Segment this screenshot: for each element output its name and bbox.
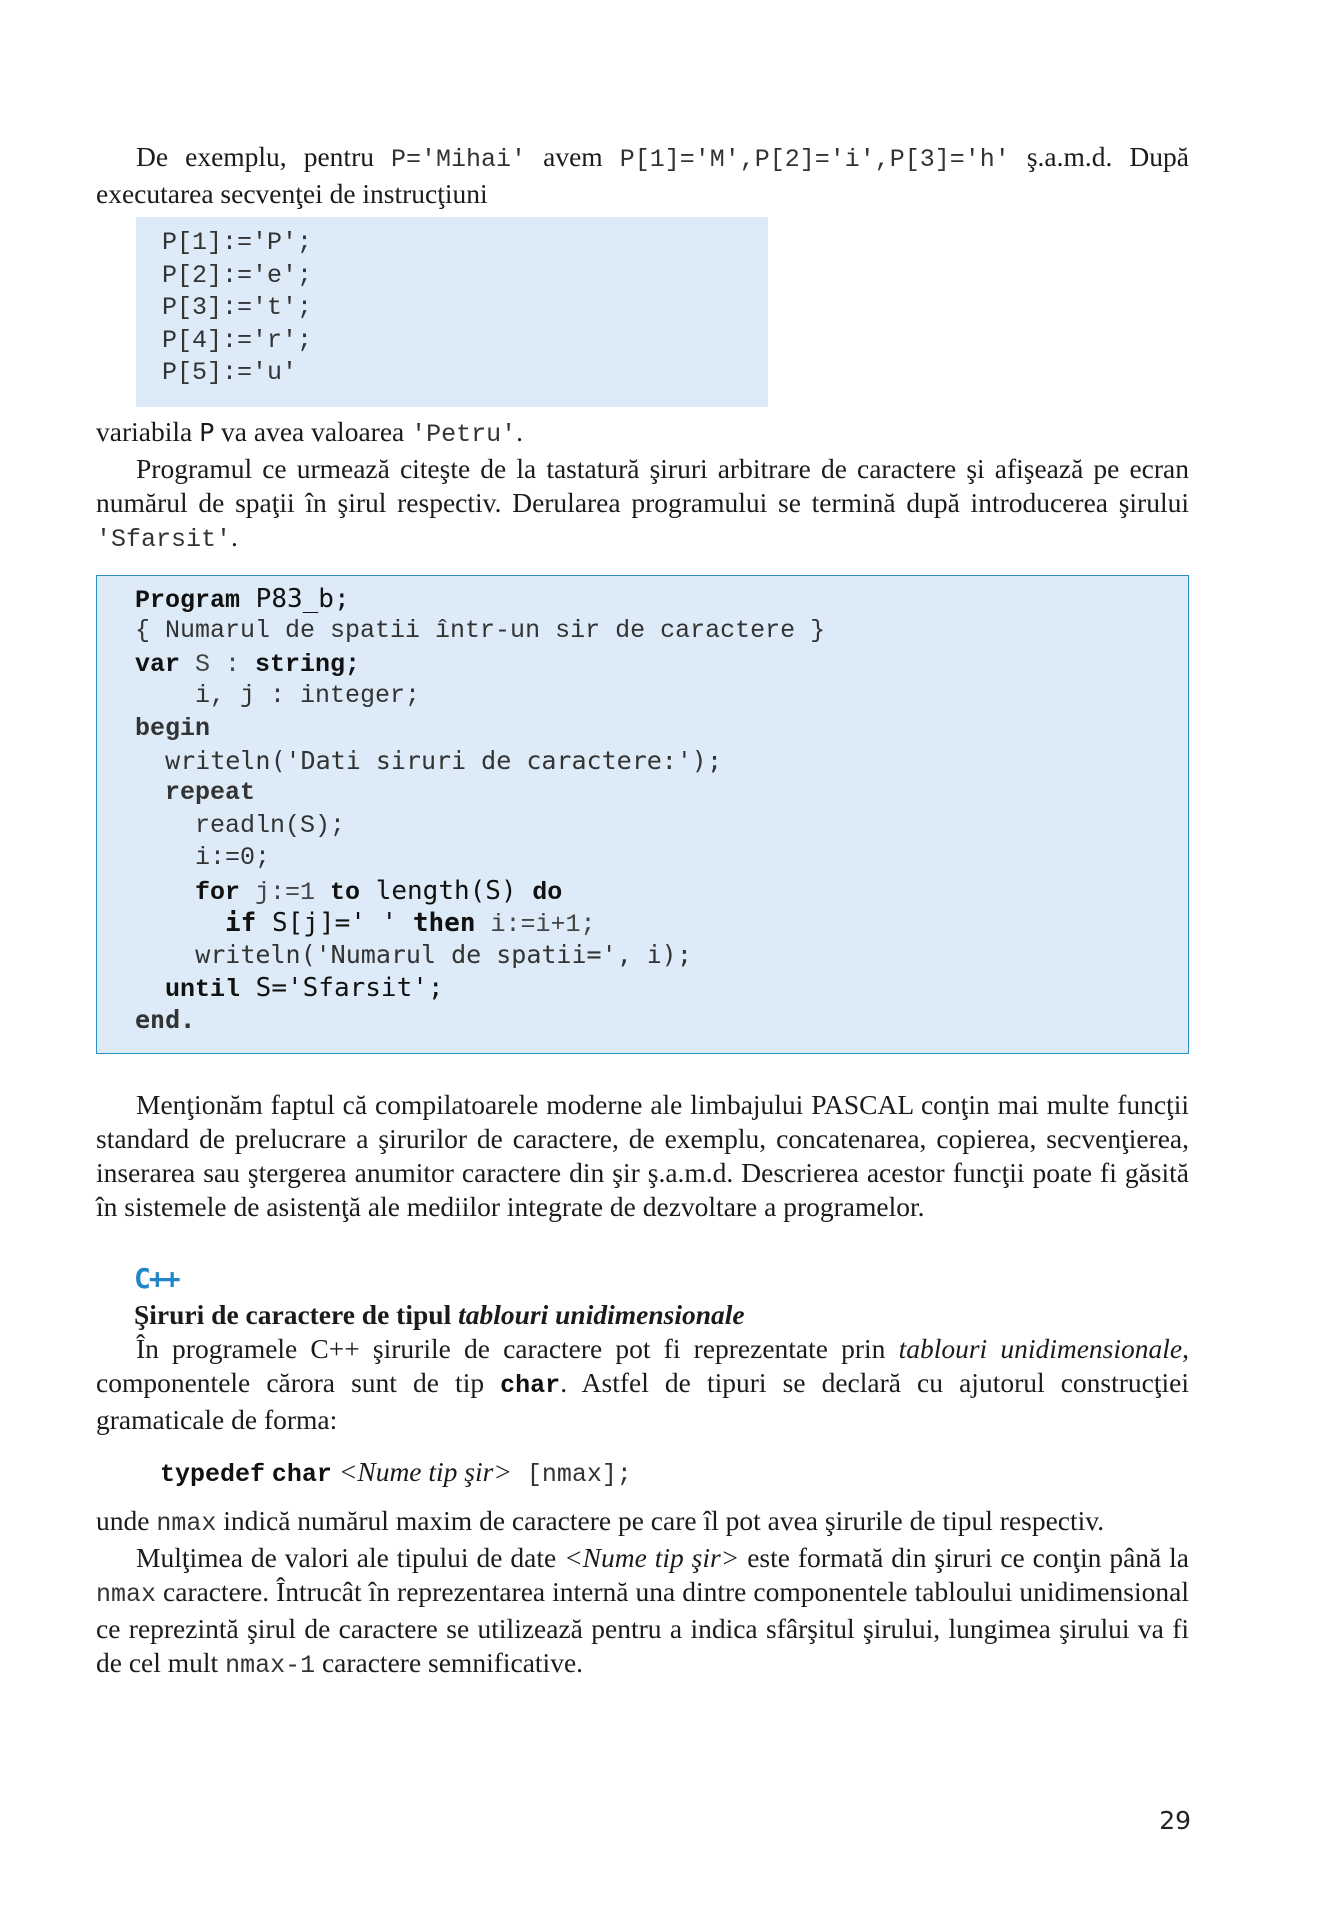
keyword: Program <box>135 586 241 615</box>
paragraph-program-intro <box>96 452 1189 557</box>
keyword: repeat <box>135 778 256 808</box>
inline-code: nmax <box>96 1580 157 1609</box>
text: unde <box>96 1505 157 1536</box>
code-line: P[1]:='P'; <box>162 228 313 257</box>
paragraph-pascal-functions: Menţionăm faptul că compilatoarele moderne ale limbajului PASCAL conţin mai multe funcţii standard de prelucrare a şirurilor de caractere, de exemplu, concatenarea, copierea, secvenţierea, inserarea sau ştergerea anumitor caractere din şir ş.a.m.d. Descrierea acestor funcţii poate fi găsită în sistemele de asistenţă ale mediilor integrate de dezvoltare a programelor. <box>96 1089 1189 1222</box>
cpp-logo-icon: C++ <box>134 1262 179 1295</box>
paragraph-cpp-strings <box>96 1332 1189 1437</box>
page-number: 29 <box>1159 1806 1191 1835</box>
text: avem <box>526 141 620 172</box>
keyword: end. <box>135 1005 196 1035</box>
text: Programul ce urmează citeşte de la tastatură şiruri arbitrare de caractere şi afişează pe ecran numărul de spaţii în şirul respectiv. Derularea programului se termină după introducerea şirului <box>96 453 1189 518</box>
text: . Astfel de tipuri se declară cu ajutorul construcţiei gramaticale de forma: <box>96 1367 1189 1435</box>
keyword: string; <box>255 649 361 679</box>
text: De exemplu, pentru <box>136 141 392 172</box>
text: . <box>231 521 238 552</box>
keyword: do <box>532 877 563 907</box>
section-heading <box>134 1298 1189 1332</box>
italic-text: <Nume tip şir> <box>564 1542 740 1573</box>
keyword: var <box>135 649 181 679</box>
typedef-syntax <box>160 1455 1189 1492</box>
code-line <box>135 907 1188 939</box>
code-line: i, j : integer; <box>135 681 421 711</box>
paragraph-nmax <box>96 1504 1189 1541</box>
code-text: length(S) <box>360 875 533 906</box>
keyword: for <box>195 877 241 907</box>
paragraph-result <box>96 415 1189 452</box>
inline-code: 'Sfarsit' <box>96 525 232 554</box>
text: caractere. Întrucât în reprezentarea internă una dintre componentele tabloului unidimensional ce reprezintă şirul de caractere se utilizează pentru a indica sfârşitul şirului, lungimea şirului va fi de cel mult <box>96 1576 1189 1678</box>
keyword: to <box>330 877 361 907</box>
italic-text: tablouri unidimensionale <box>898 1333 1183 1364</box>
italic-text: <Nume tip şir> <box>338 1456 512 1487</box>
text: ş.a.m.d. După executarea secvenţei de instrucţiuni <box>96 141 1189 209</box>
inline-code: nmax-1 <box>225 1651 316 1680</box>
code-text: P83_b; <box>240 584 350 614</box>
keyword: until <box>165 974 241 1004</box>
inline-code: nmax <box>156 1509 217 1538</box>
code-line <box>135 972 1188 1004</box>
paragraph-example <box>96 140 1189 211</box>
page-content <box>96 140 1189 1683</box>
text: Mulţimea de valori ale tipului de date <box>136 1542 565 1573</box>
code-block-assignments <box>136 217 768 407</box>
keyword: then <box>412 907 476 938</box>
code-line: readln(S); <box>135 810 346 840</box>
code-text: S[j]=' ' <box>256 907 413 938</box>
code-line: P[5]:='u' <box>162 358 298 387</box>
code-text: [nmax]; <box>511 1460 632 1489</box>
code-line <box>135 648 1188 680</box>
code-line: P[3]:='t'; <box>162 293 313 322</box>
keyword: if <box>225 907 257 938</box>
heading-italic: tablouri unidimensionale <box>458 1299 745 1330</box>
text: variabila <box>96 416 200 447</box>
code-block-program <box>96 575 1189 1054</box>
code-line <box>135 875 1188 907</box>
text: indică numărul maxim de caractere pe care îl pot avea şirurile de tipul respectiv. <box>216 1505 1105 1536</box>
keyword: typedef <box>160 1460 266 1489</box>
code-line <box>135 583 1188 615</box>
keyword: begin <box>135 713 211 743</box>
text: . <box>516 416 524 447</box>
text: În programele C++ şirurile de caractere pot fi reprezentate prin <box>136 1333 899 1364</box>
code-comment: { Numarul de spatii într-un sir de caractere } <box>135 616 826 646</box>
code-text: j:=1 <box>240 877 331 907</box>
text: , componentele cărora sunt de tip <box>96 1333 1189 1398</box>
code-line: i:=0; <box>135 843 271 873</box>
inline-code: 'Petru' <box>411 420 517 449</box>
text: este formată din şiruri ce conţin până la <box>739 1542 1189 1573</box>
code-text: S='Sfarsit'; <box>240 972 444 1003</box>
inline-variable: P <box>199 418 215 447</box>
code-line: P[2]:='e'; <box>162 260 313 290</box>
code-line: writeln('Dati siruri de caractere:'); <box>135 745 722 775</box>
inline-code: P='Mihai' <box>391 145 527 174</box>
paragraph-value-set <box>96 1541 1189 1683</box>
code-text: i:=i+1; <box>475 909 596 939</box>
inline-code: char <box>500 1371 561 1400</box>
code-line: writeln('Numarul de spatii=', i); <box>135 940 692 970</box>
keyword: char <box>271 1460 332 1489</box>
inline-code: P[1]='M',P[2]='i',P[3]='h' <box>619 145 1010 174</box>
text: caractere semnificative. <box>315 1647 584 1678</box>
heading-text: Şiruri de caractere de tipul <box>134 1299 459 1330</box>
text: va avea valoarea <box>214 416 412 447</box>
code-text: S : <box>180 649 256 679</box>
code-line: P[4]:='r'; <box>162 325 313 355</box>
